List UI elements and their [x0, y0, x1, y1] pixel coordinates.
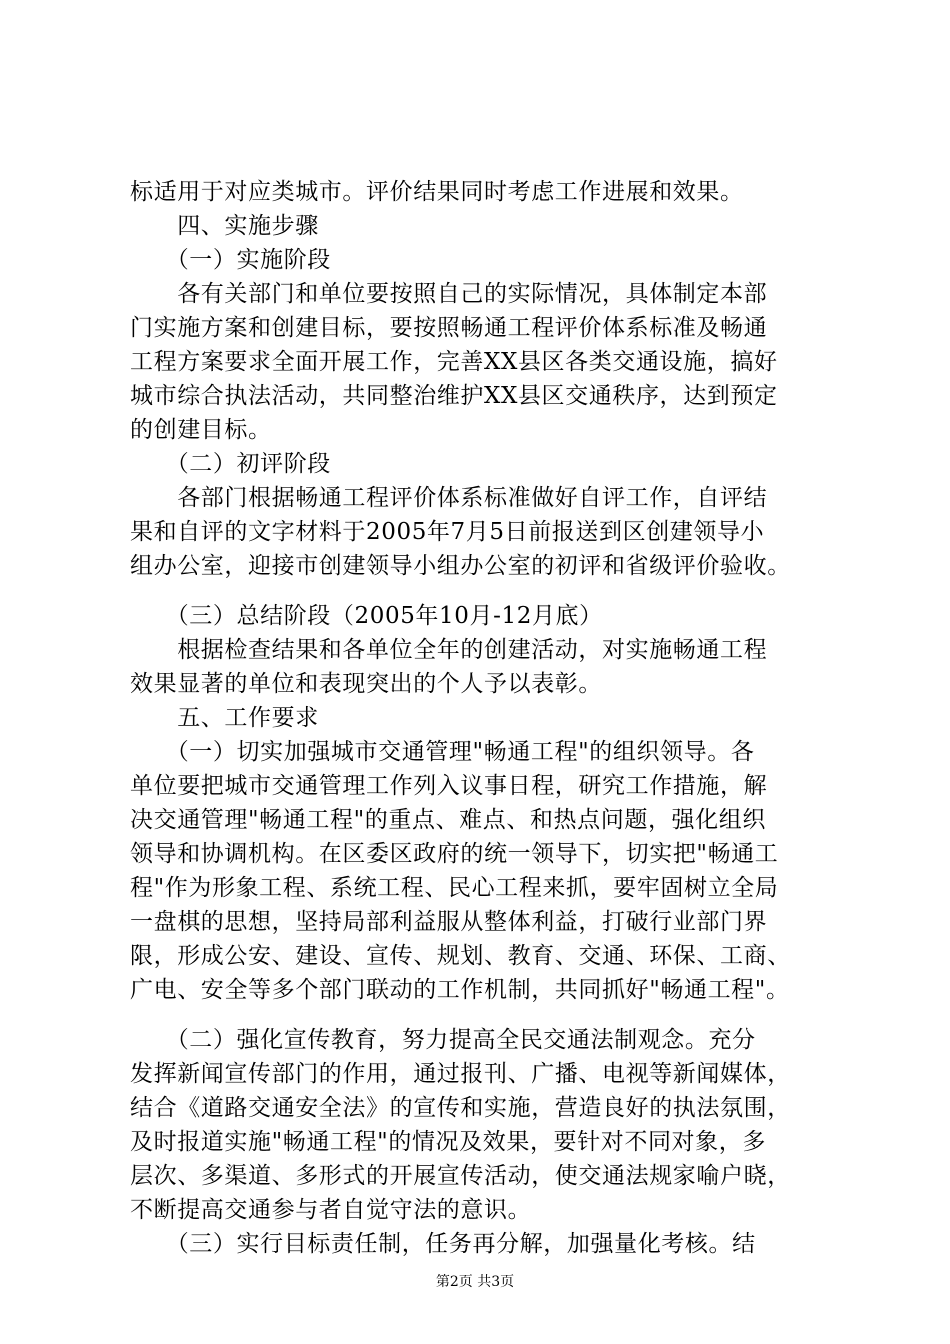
text-line: 门实施方案和创建目标，要按照畅通工程评价体系标准及畅通 [130, 315, 768, 341]
text-line: 决交通管理"畅通工程"的重点、难点、和热点问题，强化组织 [130, 807, 766, 833]
text-line: 领导和协调机构。在区委区政府的统一领导下，切实把"畅通工 [130, 841, 779, 867]
section-heading: 五、工作要求 [130, 705, 319, 731]
text-line: 程"作为形象工程、系统工程、民心工程来抓，要牢固树立全局 [130, 875, 779, 901]
text-line: 不断提高交通参与者自觉守法的意识。 [130, 1197, 532, 1223]
text-line: 发挥新闻宣传部门的作用，通过报刊、广播、电视等新闻媒体， [130, 1061, 791, 1087]
text-line: 标适用于对应类城市。评价结果同时考虑工作进展和效果。 [130, 179, 744, 205]
text-line: 果和自评的文字材料于2005年7月5日前报送到区创建领导小 [130, 519, 765, 545]
text-line: 的创建目标。 [130, 417, 272, 443]
text-line: 组办公室，迎接市创建领导小组办公室的初评和省级评价验收。 [130, 553, 791, 579]
text-line: 结合《道路交通安全法》的宣传和实施，营造良好的执法氛围， [130, 1095, 791, 1121]
text-line: 广电、安全等多个部门联动的工作机制，共同抓好"畅通工程"。 [130, 977, 790, 1003]
text-line: 工程方案要求全面开展工作，完善XX县区各类交通设施，搞好 [130, 349, 778, 375]
text-line: 效果显著的单位和表现突出的个人予以表彰。 [130, 671, 602, 697]
text-line: （三）实行目标责任制，任务再分解，加强量化考核。结 [130, 1231, 756, 1257]
subsection-heading: （三）总结阶段（2005年10月-12月底） [130, 603, 603, 629]
subsection-heading: （二）初评阶段 [130, 451, 331, 477]
text-line: （一）切实加强城市交通管理"畅通工程"的组织领导。各 [130, 739, 755, 765]
text-line: 一盘棋的思想，坚持局部利益服从整体利益，打破行业部门界 [130, 909, 768, 935]
subsection-heading: （一）实施阶段 [130, 247, 331, 273]
page-footer: 第2页 共3页 [435, 1274, 515, 1290]
text-line: 单位要把城市交通管理工作列入议事日程，研究工作措施，解 [130, 773, 768, 799]
text-line: 城市综合执法活动，共同整治维护XX县区交通秩序，达到预定 [130, 383, 778, 409]
text-line: 限，形成公安、建设、宣传、规划、教育、交通、环保、工商、 [130, 943, 791, 969]
text-line: 各部门根据畅通工程评价体系标准做好自评工作，自评结 [130, 485, 768, 511]
section-heading: 四、实施步骤 [130, 213, 319, 239]
text-line: （二）强化宣传教育，努力提高全民交通法制观念。充分 [130, 1027, 756, 1053]
text-line: 层次、多渠道、多形式的开展宣传活动，使交通法规家喻户晓， [130, 1163, 791, 1189]
text-line: 及时报道实施"畅通工程"的情况及效果，要针对不同对象，多 [130, 1129, 766, 1155]
text-line: 根据检查结果和各单位全年的创建活动，对实施畅通工程 [130, 637, 768, 663]
text-line: 各有关部门和单位要按照自己的实际情况，具体制定本部 [130, 281, 768, 307]
